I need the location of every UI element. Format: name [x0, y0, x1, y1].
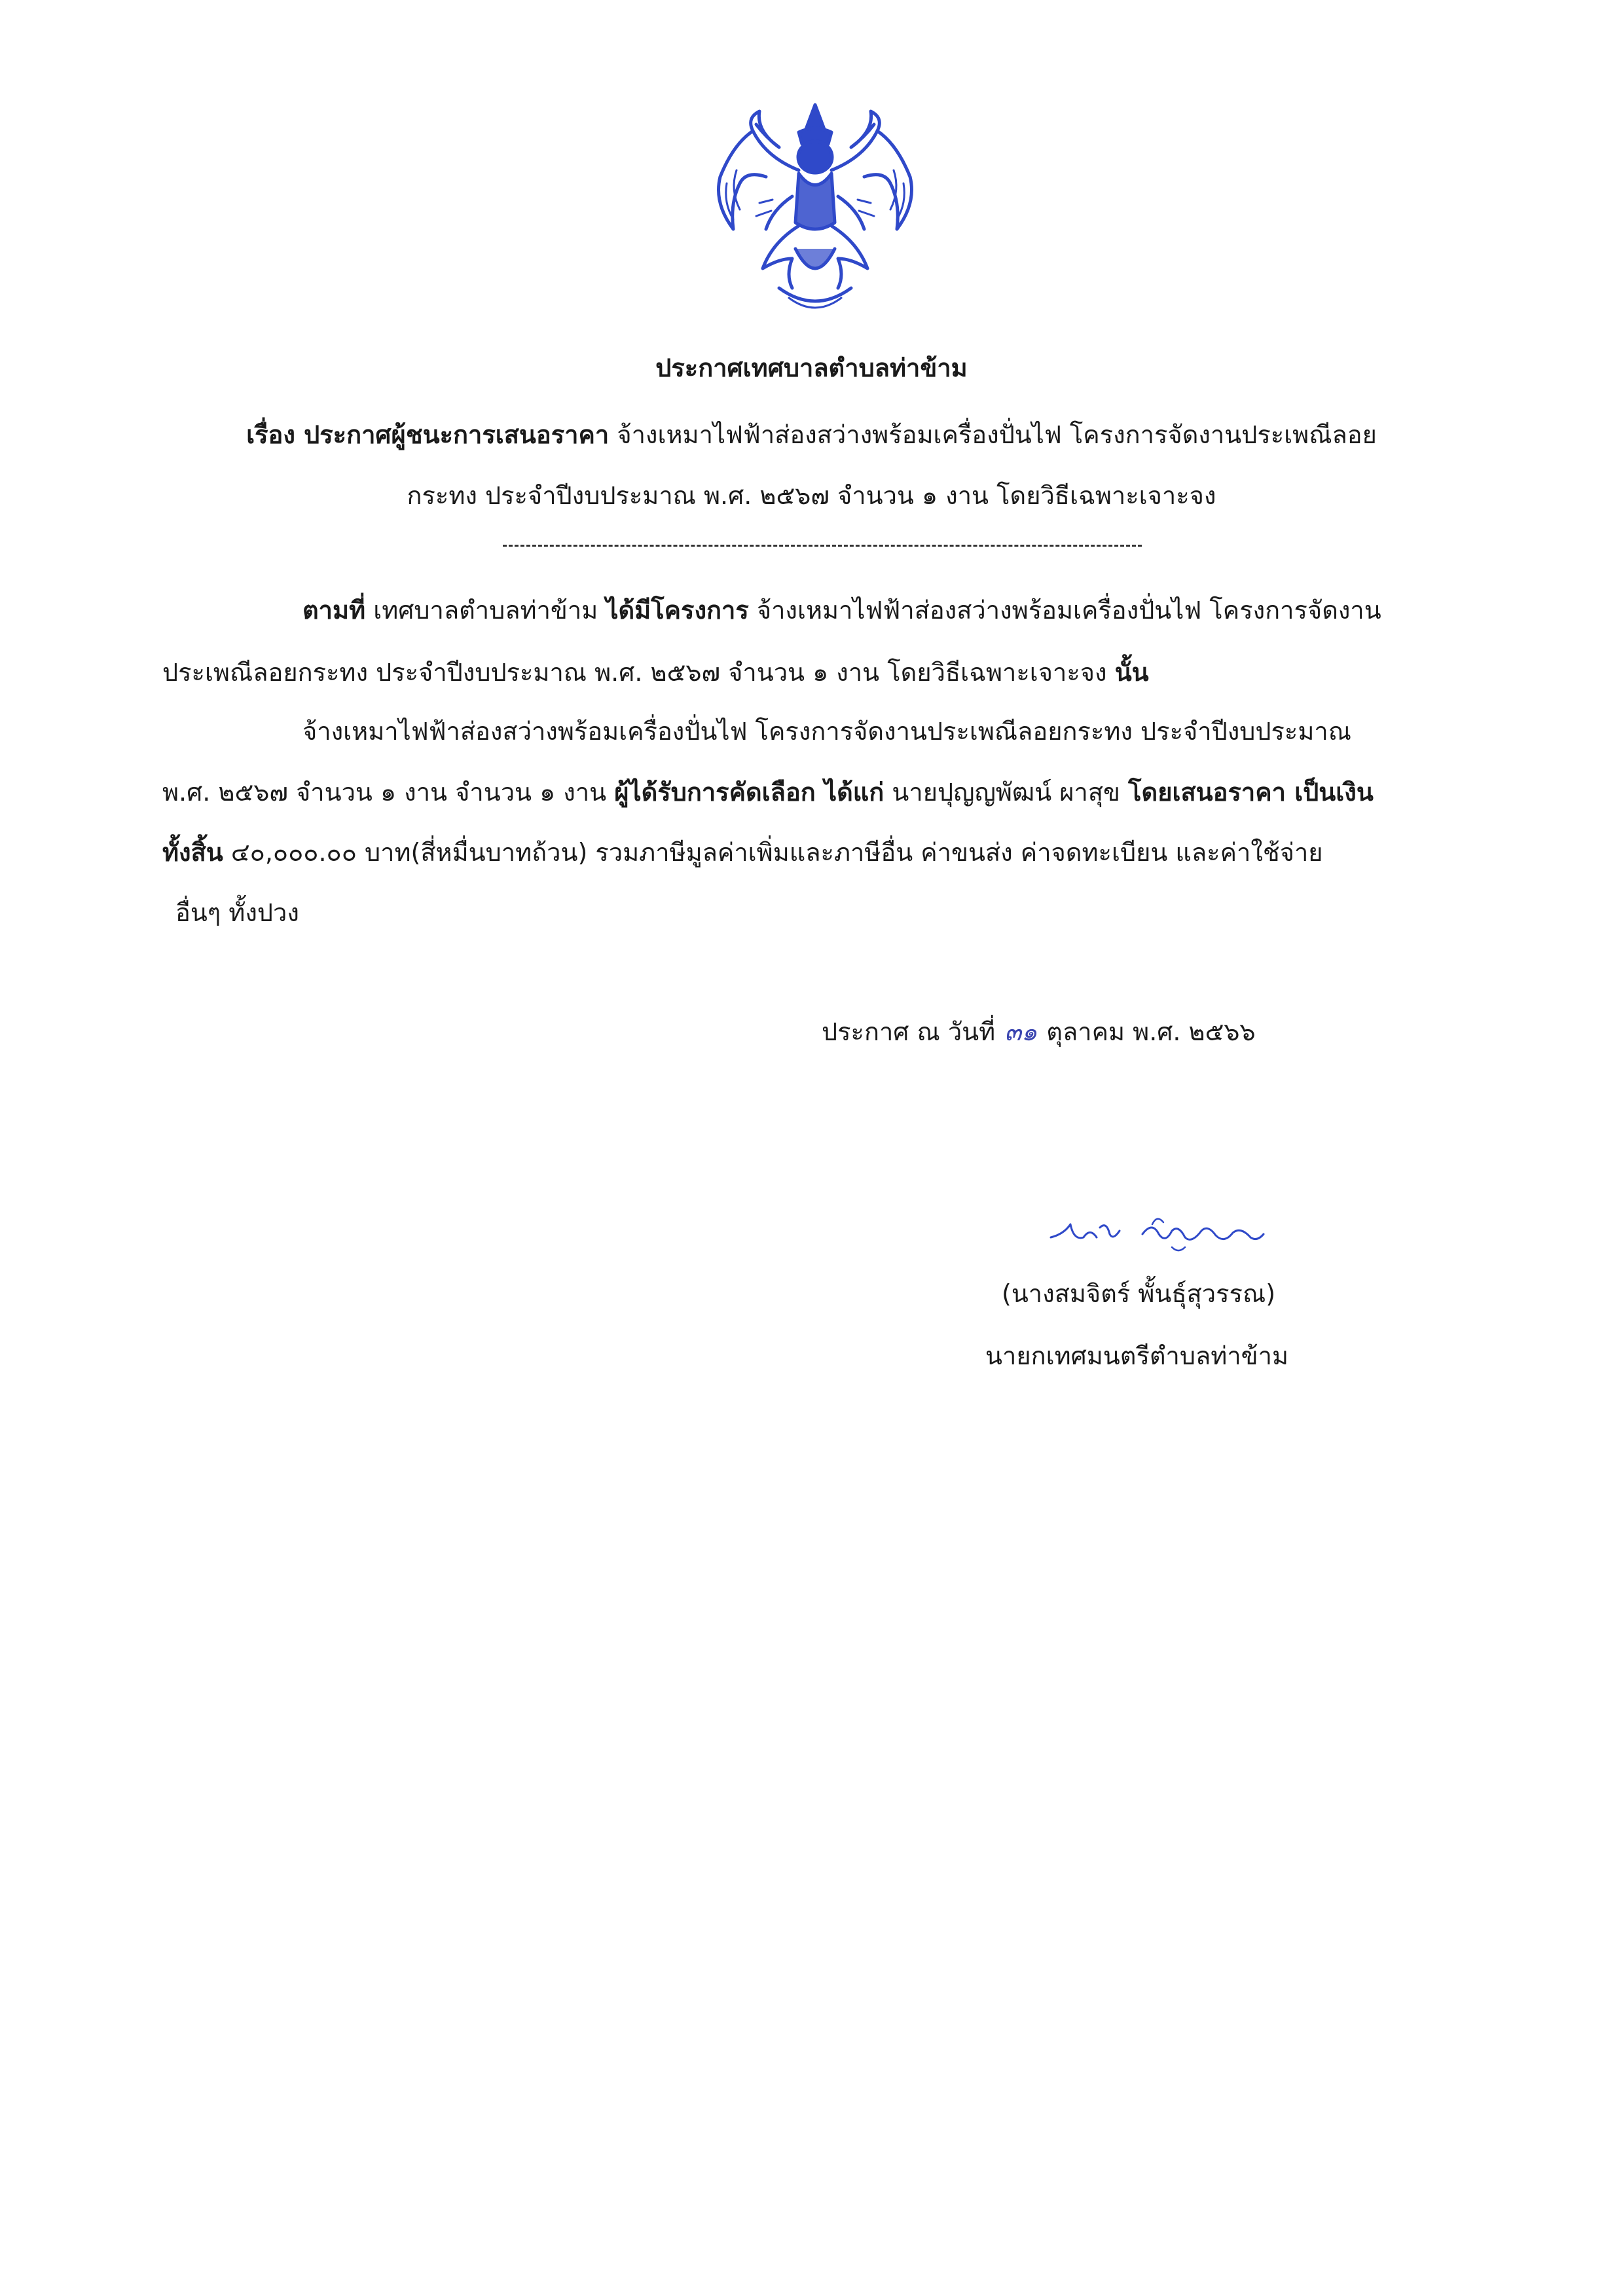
body-text: ๔๐,๐๐๐.๐๐ บาท(สี่หมื่นบาทถ้วน) รวมภาษีมูลค่าเพิ่มและภาษีอื่น ค่าขนส่ง ค่าจดทะเบียน และค่าใช้จ่าย	[223, 838, 1323, 867]
body-text: ประเพณีลอยกระทง ประจำปีงบประมาณ พ.ศ. ๒๕๖๗ จำนวน ๑ งาน โดยวิธีเฉพาะเจาะจง	[162, 658, 1115, 687]
date-prefix: ประกาศ ณ วันที่	[822, 1017, 996, 1046]
subject-label: เรื่อง ประกาศผู้ชนะการเสนอราคา	[246, 420, 610, 449]
body-bold-text: โดยเสนอราคา เป็นเงิน	[1128, 778, 1374, 807]
body-line-1	[302, 596, 1381, 626]
date-day-handwritten: ๓๑	[1004, 1017, 1038, 1046]
winner-name: นายปุญญพัฒน์ ผาสุข	[884, 778, 1129, 807]
body-line-6: อื่นๆ ทั้งปวง	[175, 898, 299, 927]
body-bold-text: นั้น	[1114, 658, 1149, 687]
body-text: เทศบาลตำบลท่าข้าม	[365, 596, 606, 625]
body-line-4	[162, 778, 1374, 808]
body-line-3: จ้างเหมาไฟฟ้าส่องสว่างพร้อมเครื่องปั่นไฟ โครงการจัดงานประเพณีลอยกระทง ประจำปีงบประมาณ	[302, 717, 1351, 746]
signer-position: นายกเทศมนตรีตำบลท่าข้าม	[985, 1341, 1289, 1370]
announcement-subject-line-2: กระทง ประจำปีงบประมาณ พ.ศ. ๒๕๖๗ จำนวน ๑ งาน โดยวิธีเฉพาะเจาะจง	[407, 481, 1216, 510]
body-bold-text: ผู้ได้รับการคัดเลือก ได้แก่	[614, 778, 884, 807]
announcement-date	[822, 1011, 1256, 1051]
body-text: จ้างเหมาไฟฟ้าส่องสว่างพร้อมเครื่องปั่นไฟ โครงการจัดงาน	[748, 596, 1381, 625]
announcement-subject-line-1	[131, 420, 1492, 450]
body-line-5	[162, 838, 1323, 868]
announcement-issuer: ประกาศเทศบาลตำบลท่าข้าม	[655, 354, 968, 382]
section-divider	[503, 545, 1142, 547]
signer-name: (นางสมจิตร์ พั้นธุ์สุวรรณ)	[1002, 1279, 1276, 1308]
body-bold-text: ตามที่	[302, 596, 366, 625]
subject-text: จ้างเหมาไฟฟ้าส่องสว่างพร้อมเครื่องปั่นไฟ โครงการจัดงานประเพณีลอย	[609, 420, 1377, 449]
body-line-2	[162, 658, 1149, 688]
handwritten-signature-icon	[1044, 1208, 1267, 1257]
body-bold-text: ได้มีโครงการ	[606, 596, 749, 625]
garuda-emblem-icon	[694, 92, 936, 321]
date-month-year: ตุลาคม พ.ศ. ๒๕๖๖	[1046, 1017, 1256, 1046]
body-bold-text: ทั้งสิ้น	[162, 838, 223, 867]
body-text: พ.ศ. ๒๕๖๗ จำนวน ๑ งาน จำนวน ๑ งาน	[162, 778, 615, 807]
